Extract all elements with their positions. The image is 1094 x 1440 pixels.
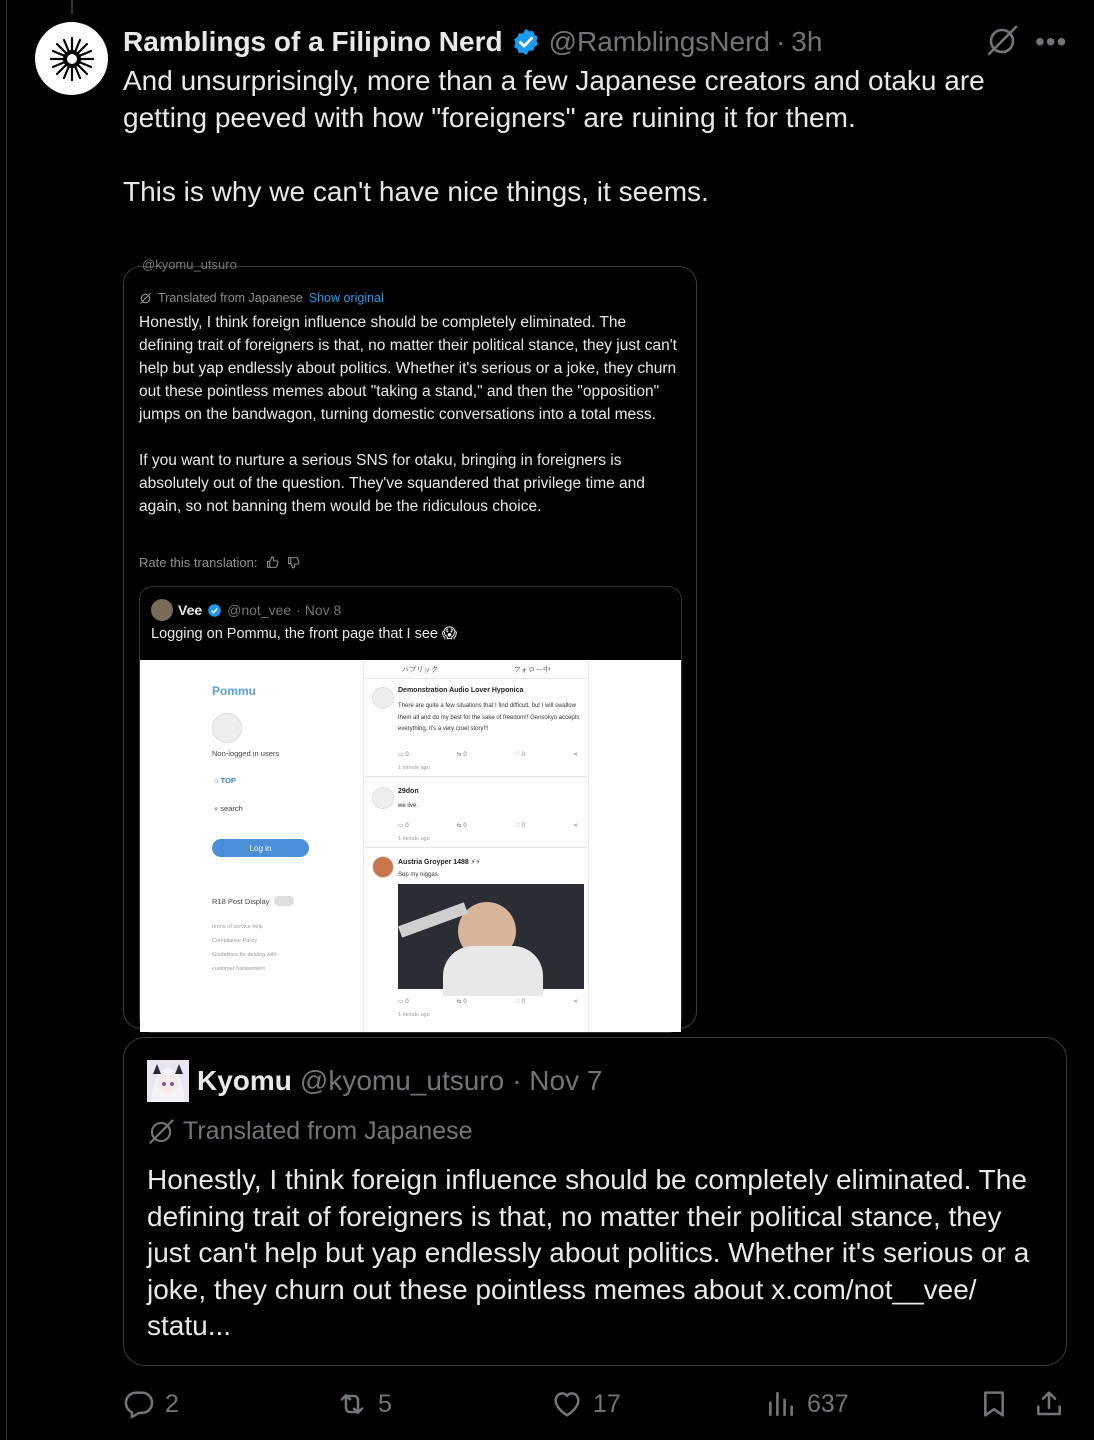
tweet-header [123, 22, 822, 62]
pommu-post: Demonstration Audio Lover Hyponica There are quite a few situations that I find difficult, but I will swallow them all and do my best for the sake of freedom!! Gensokyo accepts everything, it's a very cruel story!!! ▭ 0 ⇆ 0 ♡ 0 ⋖ 1 minute ago [364, 679, 588, 777]
reply-icon [123, 1388, 155, 1420]
translated-label: Translated from Japanese [158, 291, 303, 305]
quote-tweet[interactable] [123, 1037, 1067, 1366]
translated-paragraph: Honestly, I think foreign influence should be completely eliminated. The defining trait of foreigners is that, no matter their political stance, they just can't help but yap endlessly about politics. Whether it's serious or a joke, they churn out these pointless memes about "taking a stand," and then the "opposition" jumps on the bandwagon, turning domestic conversations into a total mess. [139, 314, 677, 423]
verified-icon [511, 27, 541, 57]
quote-date: · Nov 7 [512, 1065, 603, 1096]
translated-paragraph: If you want to nurture a serious SNS for otaku, bringing in foreigners is absolutely out of the question. They've squandered that privilege time and again, so not banning them would be the ridiculous choice. [139, 452, 645, 515]
translated-label-row [139, 291, 384, 305]
inner-quote-handle: @not_vee [227, 602, 292, 618]
top-nav: ⌂ TOP [214, 776, 236, 785]
author-name[interactable]: Ramblings of a Filipino Nerd [123, 26, 503, 57]
share-button[interactable] [1033, 1388, 1065, 1420]
pommu-tabs [364, 664, 588, 675]
pommu-post-image [398, 884, 584, 989]
thumbs-down-icon [287, 556, 300, 569]
attached-image[interactable] [123, 257, 697, 1029]
separator-dot: · [775, 26, 786, 57]
pommu-login-button: Log in [212, 839, 309, 857]
more-icon[interactable]: ••• [1035, 26, 1068, 57]
author-avatar[interactable] [35, 22, 108, 95]
bookmark-button[interactable] [978, 1388, 1010, 1420]
pommu-screenshot [140, 660, 681, 1032]
tweet-paragraph: This is why we can't have nice things, it seems. [123, 176, 709, 207]
pommu-post: Austria Groyper 1488 ⚡⚡ Sup my niggas ▭ 0 ⇆ 0 ♡ 0 ⋖ 1 minute ago [364, 848, 588, 1032]
translated-text [139, 311, 679, 518]
r18-toggle-row: R18 Post Display [212, 896, 294, 906]
grok-icon[interactable] [985, 24, 1019, 58]
like-icon [551, 1388, 583, 1420]
quote-avatar [147, 1060, 189, 1102]
views-button[interactable] [765, 1388, 849, 1420]
inner-quote-tweet [139, 586, 682, 1033]
sun-logo-icon [47, 34, 97, 84]
verified-icon [207, 603, 222, 618]
reply-count: 2 [165, 1389, 179, 1418]
quote-translated-label: Translated from Japanese [183, 1117, 473, 1145]
views-icon [765, 1388, 797, 1420]
pommu-logo: Pommu [212, 684, 257, 698]
guest-avatar [212, 713, 242, 743]
inner-quote-header [151, 599, 341, 621]
translate-icon [147, 1118, 175, 1146]
inner-quote-text: Logging on Pommu, the front page that I see 😱 [151, 626, 458, 642]
quote-translated-row [147, 1117, 473, 1146]
timeline-border [6, 0, 7, 1440]
search-nav: ⌕ search [214, 804, 243, 813]
pommu-tab-following: フォロー中 [513, 665, 551, 674]
repost-button[interactable] [336, 1388, 392, 1420]
tweet-time[interactable]: 3h [791, 26, 823, 57]
like-button[interactable] [551, 1388, 621, 1420]
action-bar [123, 1388, 1068, 1428]
thumbs-up-icon [266, 556, 279, 569]
quote-author-name: Kyomu [197, 1065, 292, 1096]
non-logged-label: Non-logged in users [212, 749, 280, 758]
inner-quote-name: Vee [178, 602, 203, 618]
quote-author-handle: @kyomu_utsuro [299, 1065, 505, 1096]
tweet-paragraph: And unsurprisingly, more than a few Japanese creators and otaku are getting peeved with how "foreigners" are ruining it for them. [123, 65, 985, 133]
views-count: 637 [807, 1389, 849, 1418]
pommu-footer: terms of service help Compliance Policy Guidelines for dealing with customer harassment [212, 924, 277, 972]
repost-count: 5 [378, 1389, 392, 1418]
repost-icon [336, 1388, 368, 1420]
inner-quote-date: · Nov 8 [296, 602, 342, 618]
bookmark-icon [978, 1388, 1010, 1420]
translate-icon [139, 292, 152, 305]
author-handle[interactable]: @RamblingsNerd [548, 26, 770, 57]
rate-label: Rate this translation: [139, 555, 258, 570]
thread-line [71, 0, 73, 14]
pommu-feed [363, 660, 589, 1032]
share-icon [1033, 1388, 1065, 1420]
rate-translation [139, 555, 300, 570]
quote-text: Honestly, I think foreign influence should be completely eliminated. The defining trait of foreigners is that, no matter their political stance, they just can't help but yap endlessly about politics. Whether it's serious or a joke, they churn out these pointless memes about x.com/not__vee/ statu... [147, 1164, 1030, 1341]
reply-button[interactable] [123, 1388, 179, 1420]
tweet-body [123, 62, 1053, 210]
pommu-tab-public: パブリック [401, 665, 439, 674]
cropped-handle: @kyomu_utsuro [142, 257, 237, 272]
like-count: 17 [593, 1389, 621, 1418]
pommu-post: 29don we live. ▭ 0 ⇆ 0 ♡ 0 ⋖ 1 minute ago [364, 777, 588, 848]
vee-avatar [151, 599, 173, 621]
show-original-link: Show original [308, 291, 384, 305]
quote-header [147, 1060, 602, 1102]
